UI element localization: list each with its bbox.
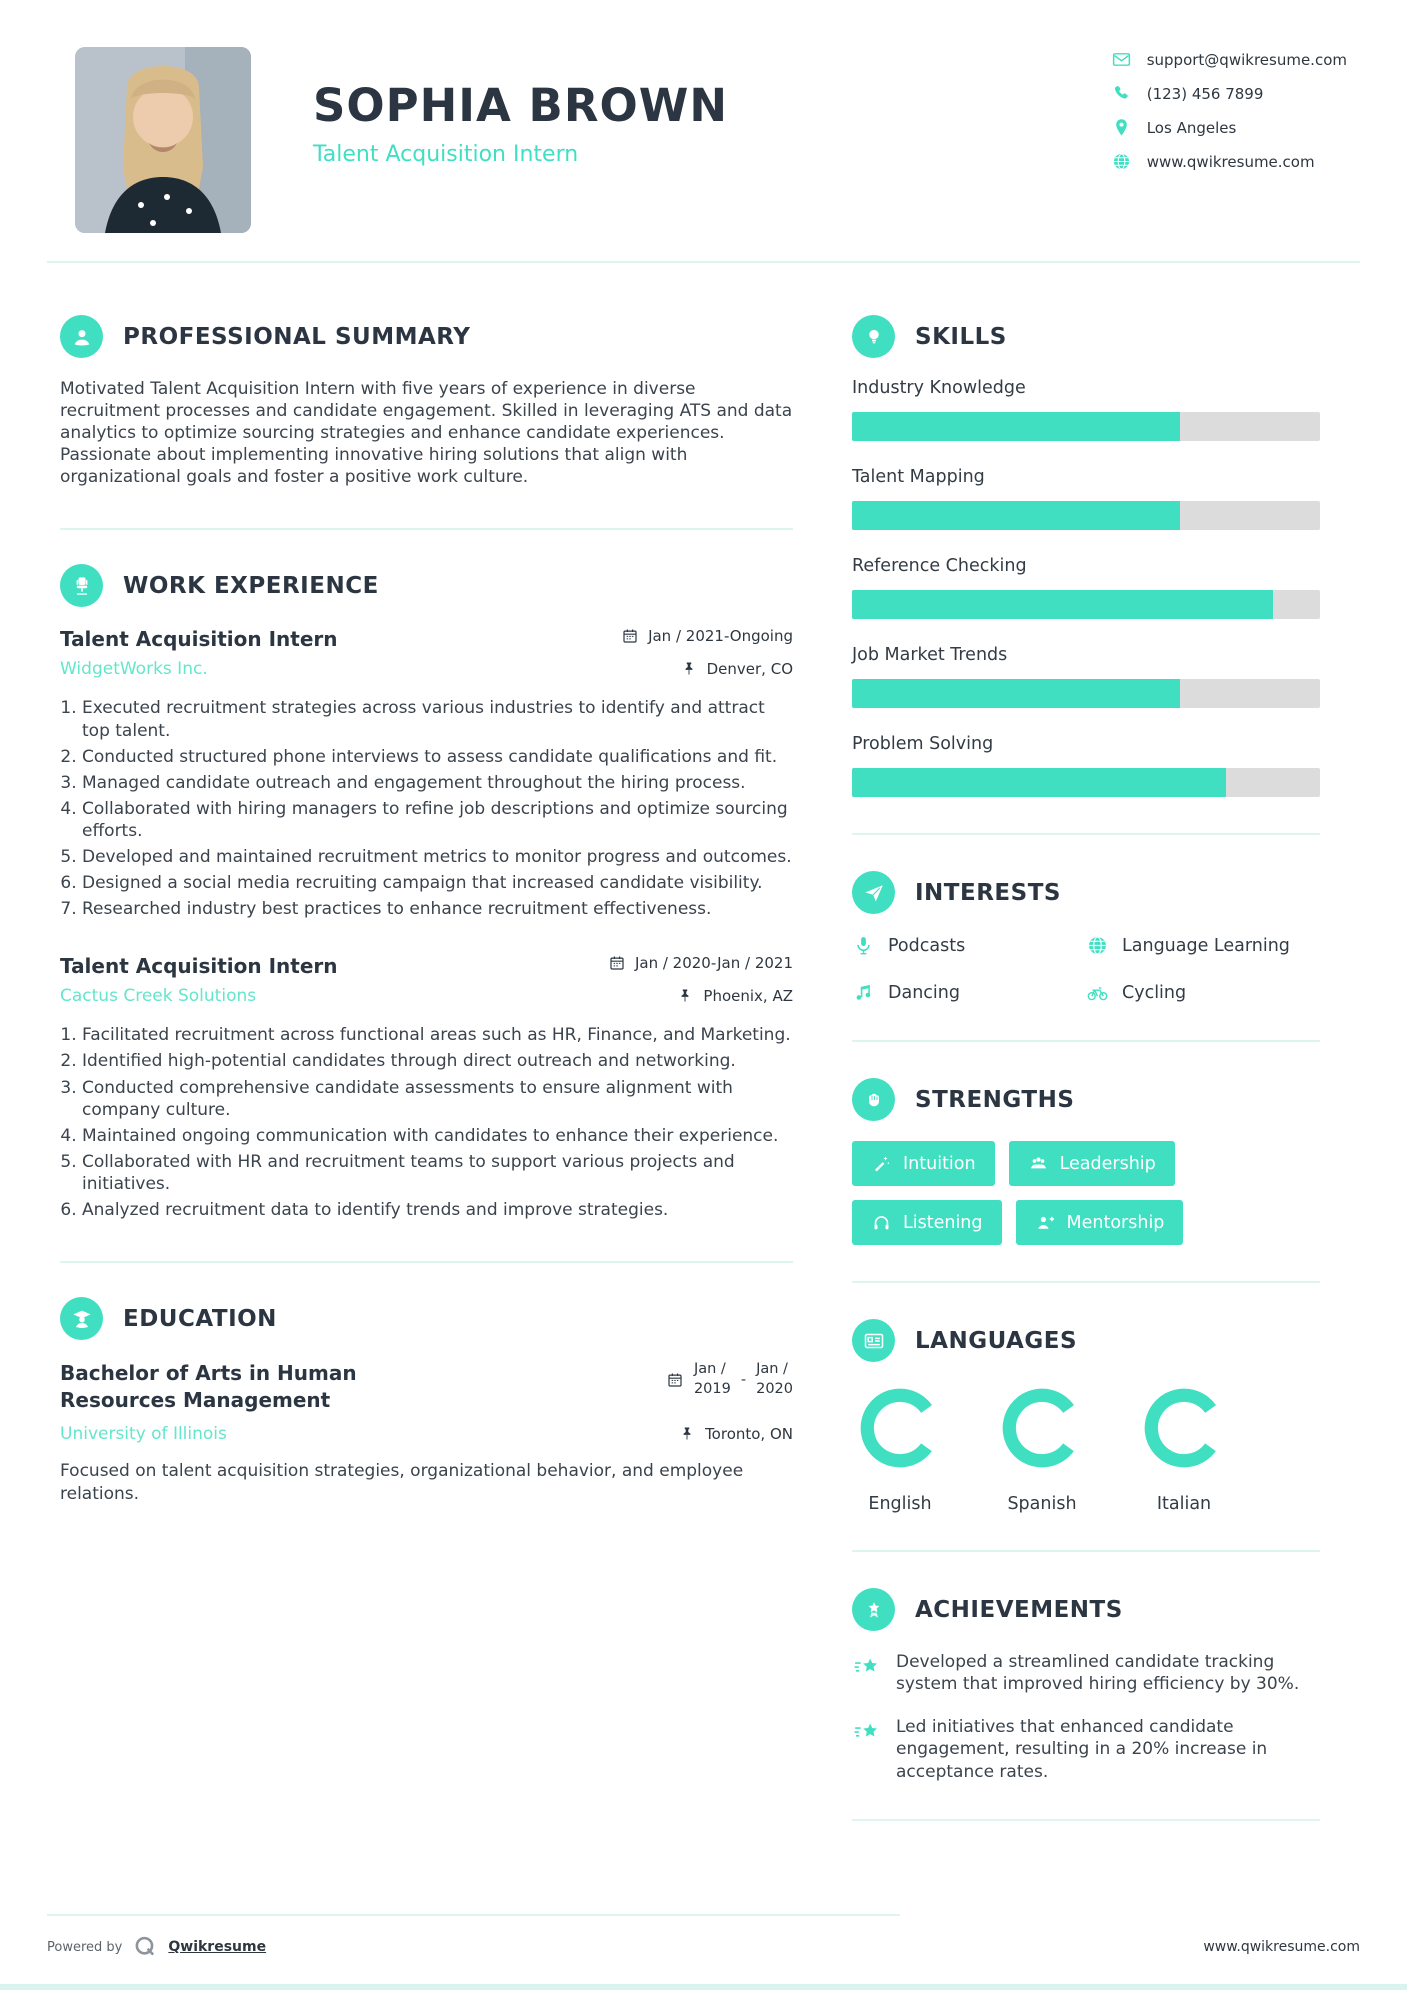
degree-title: Bachelor of Arts in Human Resources Management xyxy=(60,1361,357,1413)
interests-section xyxy=(852,871,1320,1004)
header xyxy=(0,0,1407,233)
rosette-icon xyxy=(852,1588,895,1631)
skill-row xyxy=(852,734,1320,797)
left-column xyxy=(60,263,793,1857)
skill-bar xyxy=(852,679,1320,708)
job-location: Denver, CO xyxy=(680,660,793,678)
job-bullet-list xyxy=(60,1024,793,1221)
interest-item xyxy=(1086,934,1320,957)
divider xyxy=(60,1261,793,1263)
skill-row xyxy=(852,378,1320,441)
language-label: Italian xyxy=(1156,1494,1212,1514)
skill-bar xyxy=(852,501,1320,530)
globe-icon xyxy=(1086,934,1109,957)
pushpin-icon xyxy=(680,660,698,678)
strengths-header xyxy=(852,1078,1320,1121)
location-pin-icon xyxy=(1111,117,1132,138)
contact-email-row xyxy=(1111,49,1347,70)
strength-label: Mentorship xyxy=(1066,1212,1165,1233)
job-bullet: 6. Designed a social media recruiting campaign that increased candidate visibility. xyxy=(82,872,793,894)
fist-icon xyxy=(852,1078,895,1121)
interest-label: Dancing xyxy=(888,982,960,1003)
mentor-icon xyxy=(1035,1212,1056,1233)
person-name: SOPHIA BROWN xyxy=(313,79,729,132)
calendar-icon xyxy=(608,954,626,972)
language-progress-ring xyxy=(996,1382,1088,1474)
skill-label: Industry Knowledge xyxy=(852,378,1026,398)
achievements-section xyxy=(852,1588,1320,1783)
bicycle-icon xyxy=(1086,981,1109,1004)
achievements-header xyxy=(852,1588,1320,1631)
strengths-heading: STRENGTHS xyxy=(915,1086,1075,1113)
phone-icon xyxy=(1111,83,1132,104)
content xyxy=(0,263,1407,1857)
education-heading: EDUCATION xyxy=(123,1305,277,1332)
job-bullet: 4. Collaborated with hiring managers to refine job descriptions and optimize sourcing efforts. xyxy=(82,798,793,842)
wand-icon xyxy=(871,1153,892,1174)
user-icon xyxy=(60,315,103,358)
language-item xyxy=(852,1382,948,1514)
paper-plane-icon xyxy=(852,871,895,914)
footer-website: www.qwikresume.com xyxy=(1203,1939,1360,1955)
skill-bar xyxy=(852,412,1320,441)
globe-icon xyxy=(1111,151,1132,172)
achievements-heading: ACHIEVEMENTS xyxy=(915,1596,1123,1623)
skills-section xyxy=(852,315,1320,797)
skill-bar xyxy=(852,590,1320,619)
strength-badge xyxy=(1009,1141,1175,1186)
interest-label: Podcasts xyxy=(888,935,966,956)
job-entry xyxy=(60,627,793,920)
skill-row xyxy=(852,467,1320,530)
work-heading: WORK EXPERIENCE xyxy=(123,572,379,599)
language-progress-ring xyxy=(854,1382,946,1474)
interests-header xyxy=(852,871,1320,914)
calendar-icon xyxy=(621,627,639,645)
divider xyxy=(852,1550,1320,1552)
contact-email: support@qwikresume.com xyxy=(1146,50,1347,69)
skill-label: Job Market Trends xyxy=(852,645,1008,665)
job-bullet: 6. Analyzed recruitment data to identify trends and improve strategies. xyxy=(82,1199,793,1221)
education-location: Toronto, ON xyxy=(678,1425,793,1443)
person-title: Talent Acquisition Intern xyxy=(313,142,579,167)
job-bullet-list xyxy=(60,697,793,920)
job-dates: Jan / 2021-Ongoing xyxy=(621,627,793,645)
shooting-star-icon xyxy=(852,1718,882,1748)
skill-bar xyxy=(852,768,1320,797)
interest-label: Cycling xyxy=(1122,982,1187,1003)
summary-text: Motivated Talent Acquisition Intern with five years of experience in diverse recruitment processes and candidate engagement. Skilled in leveraging ATS and data analytics to optimize sourcing strategies and enhance candidate experiences. Passionate about implementing innovative hiring solutions that align with organizational goals and foster a positive work culture. xyxy=(60,379,793,488)
job-bullet: 3. Managed candidate outreach and engagement throughout the hiring process. xyxy=(82,772,793,794)
job-title: Talent Acquisition Intern xyxy=(60,627,338,652)
email-icon xyxy=(1111,49,1132,70)
skill-row xyxy=(852,645,1320,708)
interests-heading: INTERESTS xyxy=(915,879,1061,906)
skill-label: Talent Mapping xyxy=(852,467,985,487)
job-location: Phoenix, AZ xyxy=(676,987,793,1005)
job-bullet: 2. Conducted structured phone interviews to assess candidate qualifications and fit. xyxy=(82,746,793,768)
headphones-icon xyxy=(871,1212,892,1233)
language-label: Spanish xyxy=(1007,1494,1077,1514)
graduate-icon xyxy=(60,1297,103,1340)
lightbulb-icon xyxy=(852,315,895,358)
contact-phone-row xyxy=(1111,83,1347,104)
languages-header xyxy=(852,1319,1320,1362)
team-icon xyxy=(1028,1153,1049,1174)
achievement-text: Developed a streamlined candidate tracking system that improved hiring efficiency by 30%. xyxy=(896,1652,1300,1695)
skills-header xyxy=(852,315,1320,358)
interest-label: Language Learning xyxy=(1122,935,1290,956)
calendar-icon xyxy=(666,1371,684,1389)
strength-badge xyxy=(852,1200,1002,1245)
qwikresume-logo xyxy=(132,1934,158,1960)
job-bullet: 1. Facilitated recruitment across functional areas such as HR, Finance, and Marketing. xyxy=(82,1024,793,1046)
divider xyxy=(852,1819,1320,1821)
job-bullet: 5. Collaborated with HR and recruitment teams to support various projects and initiatives. xyxy=(82,1151,793,1195)
job-bullet: 2. Identified high-potential candidates through direct outreach and networking. xyxy=(82,1050,793,1072)
job-dates: Jan / 2020-Jan / 2021 xyxy=(608,954,793,972)
language-item xyxy=(1136,1382,1232,1514)
skill-row xyxy=(852,556,1320,619)
contact-block xyxy=(1111,47,1347,233)
office-chair-icon xyxy=(60,564,103,607)
job-bullet: 7. Researched industry best practices to enhance recruitment effectiveness. xyxy=(82,898,793,920)
strength-label: Listening xyxy=(903,1212,983,1233)
interest-item xyxy=(1086,981,1320,1004)
education-dates: Jan / 2019 - Jan / 2020 xyxy=(666,1360,793,1399)
pushpin-icon xyxy=(676,987,694,1005)
strengths-section xyxy=(852,1078,1320,1245)
job-bullet: 3. Conducted comprehensive candidate assessments to ensure alignment with company culture. xyxy=(82,1077,793,1121)
profile-photo xyxy=(75,47,251,233)
strength-badge xyxy=(1016,1200,1184,1245)
music-note-icon xyxy=(852,981,875,1004)
summary-section xyxy=(60,315,793,488)
education-header xyxy=(60,1297,793,1340)
work-header xyxy=(60,564,793,607)
job-bullet: 4. Maintained ongoing communication with candidates to enhance their experience. xyxy=(82,1125,793,1147)
bottom-accent-strip xyxy=(0,1984,1407,1990)
achievement-item xyxy=(852,1651,1320,1696)
achievement-item xyxy=(852,1716,1320,1783)
company-name: Cactus Creek Solutions xyxy=(60,986,257,1007)
header-identity xyxy=(313,47,728,233)
languages-section xyxy=(852,1319,1320,1514)
skill-label: Problem Solving xyxy=(852,734,994,754)
job-title: Talent Acquisition Intern xyxy=(60,954,338,979)
qwikresume-link[interactable]: Qwikresume xyxy=(168,1939,267,1955)
id-card-icon xyxy=(852,1319,895,1362)
contact-website-row xyxy=(1111,151,1347,172)
strength-badge xyxy=(852,1141,995,1186)
divider xyxy=(60,528,793,530)
contact-website: www.qwikresume.com xyxy=(1146,152,1315,171)
skills-heading: SKILLS xyxy=(915,323,1007,350)
school-name: University of Illinois xyxy=(60,1424,227,1445)
company-name: WidgetWorks Inc. xyxy=(60,659,208,680)
shooting-star-icon xyxy=(852,1653,882,1683)
job-entry xyxy=(60,954,793,1221)
languages-heading: LANGUAGES xyxy=(915,1327,1078,1354)
interest-item xyxy=(852,934,1086,957)
summary-header xyxy=(60,315,793,358)
language-progress-ring xyxy=(1138,1382,1230,1474)
right-column xyxy=(852,263,1320,1857)
education-description: Focused on talent acquisition strategies, organizational behavior, and employee relations. xyxy=(60,1461,744,1504)
language-item xyxy=(994,1382,1090,1514)
contact-location: Los Angeles xyxy=(1146,118,1237,137)
education-section xyxy=(60,1297,793,1505)
job-bullet: 5. Developed and maintained recruitment metrics to monitor progress and outcomes. xyxy=(82,846,793,868)
divider xyxy=(852,1281,1320,1283)
divider xyxy=(852,833,1320,835)
footer xyxy=(47,1914,1360,1960)
profile-photo-illustration xyxy=(75,47,251,233)
footer-divider xyxy=(47,1914,900,1916)
microphone-icon xyxy=(852,934,875,957)
work-section xyxy=(60,564,793,1221)
job-bullet: 1. Executed recruitment strategies across various industries to identify and attract top talent. xyxy=(82,697,793,741)
summary-heading: PROFESSIONAL SUMMARY xyxy=(123,323,471,350)
strength-label: Intuition xyxy=(903,1153,976,1174)
strength-label: Leadership xyxy=(1059,1153,1156,1174)
powered-by-label: Powered by xyxy=(47,1939,123,1955)
contact-phone: (123) 456 7899 xyxy=(1146,84,1264,103)
divider xyxy=(852,1040,1320,1042)
pushpin-icon xyxy=(678,1425,696,1443)
interest-item xyxy=(852,981,1086,1004)
skill-label: Reference Checking xyxy=(852,556,1027,576)
achievement-text: Led initiatives that enhanced candidate engagement, resulting in a 20% increase in acceptance rates. xyxy=(896,1716,1268,1782)
language-label: English xyxy=(868,1494,932,1514)
contact-location-row xyxy=(1111,117,1347,138)
